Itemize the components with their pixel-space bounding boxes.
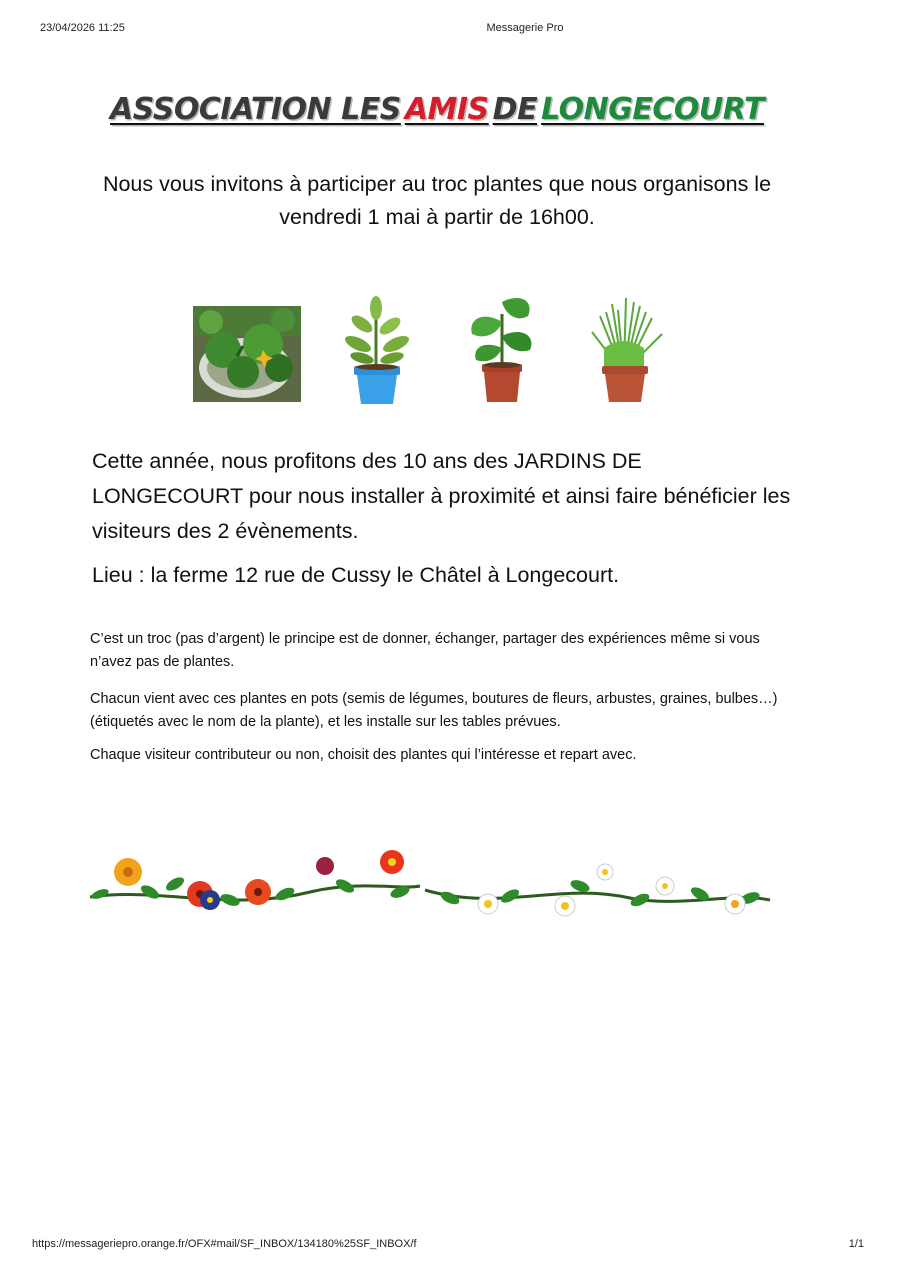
red-pot-leafy-plant-icon — [462, 292, 542, 404]
title-part-association: ASSOCIATION LES — [110, 92, 401, 127]
print-app-title: Messagerie Pro — [486, 22, 564, 34]
visitors-paragraph: Chaque visiteur contributeur ou non, choisit des plantes qui l’intéresse et repart avec. — [90, 747, 637, 763]
location-paragraph: Lieu : la ferme 12 rue de Cussy le Châtel à Longecourt. — [92, 563, 620, 587]
plant-images-row — [0, 292, 900, 412]
grass-pot-plant-icon — [582, 294, 672, 404]
title-part-longecourt: LONGECOURT — [541, 92, 764, 127]
title-part-de: DE — [492, 92, 538, 127]
page-number: 1/1 — [848, 1238, 864, 1250]
anniversary-paragraph: Cette année, nous profitons des 10 ans des JARDINS DE LONGECOURT pour nous installer à proximité et ainsi faire bénéficier les visiteurs des 2 évènements. — [92, 449, 791, 543]
invitation-text: Nous vous invitons à participer au troc plantes que nous organisons le vendredi 1 mai à partir de 16h00. — [102, 172, 772, 229]
principle-paragraph: C’est un troc (pas d’argent) le principe est de donner, échanger, partager des expériences même si vous n’avez pas de plantes. — [90, 631, 760, 670]
print-url: https://messageriepro.orange.fr/OFX#mail/SF_INBOX/134180%25SF_INBOX/f — [32, 1238, 417, 1250]
print-datetime: 23/04/2026 11:25 — [40, 22, 125, 34]
association-title — [0, 92, 874, 127]
title-part-amis: AMIS — [404, 92, 489, 127]
blue-pot-plant-icon — [340, 296, 420, 404]
zucchini-plant-photo-icon — [193, 306, 301, 402]
how-it-works-paragraph: Chacun vient avec ces plantes en pots (semis de légumes, boutures de fleurs, arbustes, graines, bulbes…) (étiquetés avec le nom de la plante), et les installe sur les tables prévues. — [90, 691, 778, 730]
flower-garland-icon — [80, 842, 780, 932]
